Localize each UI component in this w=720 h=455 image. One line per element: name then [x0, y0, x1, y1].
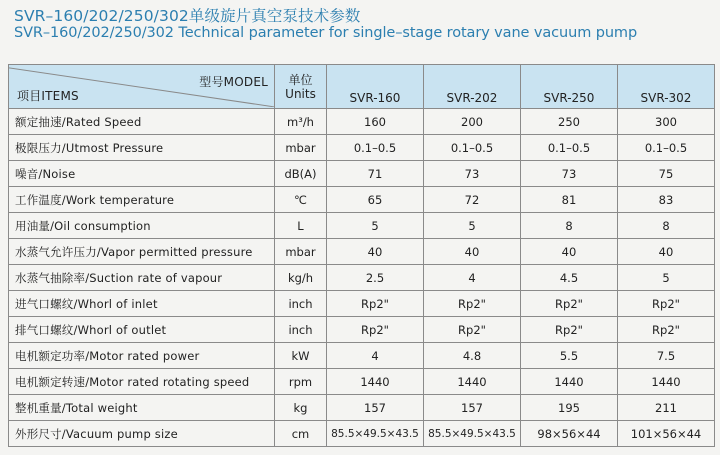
row-value: 1440: [618, 369, 715, 395]
row-unit: dB(A): [275, 161, 327, 187]
row-value: 40: [424, 239, 521, 265]
row-value: 195: [521, 395, 618, 421]
row-value: 160: [327, 109, 424, 135]
row-name: 电机额定转速/Motor rated rotating speed: [9, 369, 275, 395]
row-value: 0.1–0.5: [327, 135, 424, 161]
row-unit: kg/h: [275, 265, 327, 291]
row-unit: kW: [275, 343, 327, 369]
table-row: [9, 265, 715, 291]
table-row: [9, 291, 715, 317]
row-name: 水蒸气允许压力/Vapor permitted pressure: [9, 239, 275, 265]
row-value: 1440: [424, 369, 521, 395]
row-value: 300: [618, 109, 715, 135]
table-row: [9, 187, 715, 213]
spec-table-body: [9, 65, 715, 447]
row-value: Rp2": [618, 317, 715, 343]
row-name: 排气口螺纹/Whorl of outlet: [9, 317, 275, 343]
row-value: 7.5: [618, 343, 715, 369]
table-row: [9, 395, 715, 421]
row-value: 81: [521, 187, 618, 213]
row-value: 101×56×44: [618, 421, 715, 447]
row-value: 5: [424, 213, 521, 239]
row-unit: inch: [275, 291, 327, 317]
row-unit: inch: [275, 317, 327, 343]
header-diagonal-cell: [9, 65, 275, 109]
row-name: 进气口螺纹/Whorl of inlet: [9, 291, 275, 317]
row-value: 40: [327, 239, 424, 265]
row-value: 0.1–0.5: [521, 135, 618, 161]
header-items-label: 项目ITEMS: [17, 88, 79, 103]
row-name: 整机重量/Total weight: [9, 395, 275, 421]
row-unit: cm: [275, 421, 327, 447]
row-unit: m³/h: [275, 109, 327, 135]
row-value: 85.5×49.5×43.5: [327, 421, 424, 447]
row-value: 200: [424, 109, 521, 135]
row-value: 4.5: [521, 265, 618, 291]
header-unit-cn: 单位: [288, 72, 313, 87]
header-unit-en: Units: [285, 86, 316, 101]
page-title-english: SVR–160/202/250/302 Technical parameter for single–stage rotary vane vacuum pump: [14, 25, 638, 41]
table-row: [9, 369, 715, 395]
row-name: 外形尺寸/Vacuum pump size: [9, 421, 275, 447]
row-value: 211: [618, 395, 715, 421]
row-value: 4: [424, 265, 521, 291]
row-value: 0.1–0.5: [618, 135, 715, 161]
row-name: 额定抽速/Rated Speed: [9, 109, 275, 135]
row-name: 水蒸气抽除率/Suction rate of vapour: [9, 265, 275, 291]
row-value: 8: [521, 213, 618, 239]
row-value: 5: [327, 213, 424, 239]
row-value: 75: [618, 161, 715, 187]
row-value: 157: [424, 395, 521, 421]
header-model: SVR-302: [618, 65, 715, 109]
row-value: 98×56×44: [521, 421, 618, 447]
row-unit: L: [275, 213, 327, 239]
row-value: 1440: [327, 369, 424, 395]
diagonal-header: [9, 67, 274, 107]
page-title-chinese: SVR–160/202/250/302单级旋片真空泵技术参数: [14, 7, 361, 25]
row-unit: ℃: [275, 187, 327, 213]
table-row: [9, 213, 715, 239]
row-value: 72: [424, 187, 521, 213]
table-row: [9, 317, 715, 343]
row-name: 用油量/Oil consumption: [9, 213, 275, 239]
table-row: [9, 161, 715, 187]
row-unit: mbar: [275, 135, 327, 161]
table-row: [9, 239, 715, 265]
row-value: 73: [521, 161, 618, 187]
row-value: Rp2": [424, 317, 521, 343]
row-value: 71: [327, 161, 424, 187]
row-value: 250: [521, 109, 618, 135]
row-value: Rp2": [327, 317, 424, 343]
row-name: 极限压力/Utmost Pressure: [9, 135, 275, 161]
header-model-label: 型号MODEL: [199, 74, 268, 89]
row-value: 83: [618, 187, 715, 213]
spec-table: [8, 64, 715, 447]
row-value: 2.5: [327, 265, 424, 291]
row-value: 157: [327, 395, 424, 421]
row-value: 1440: [521, 369, 618, 395]
row-name: 噪音/Noise: [9, 161, 275, 187]
row-value: 40: [618, 239, 715, 265]
row-value: 5: [618, 265, 715, 291]
row-unit: mbar: [275, 239, 327, 265]
table-row: [9, 109, 715, 135]
row-value: Rp2": [327, 291, 424, 317]
row-value: 8: [618, 213, 715, 239]
row-name: 电机额定功率/Motor rated power: [9, 343, 275, 369]
row-unit: rpm: [275, 369, 327, 395]
row-value: Rp2": [618, 291, 715, 317]
row-value: Rp2": [424, 291, 521, 317]
header-model: SVR-250: [521, 65, 618, 109]
row-value: 4: [327, 343, 424, 369]
table-row: [9, 135, 715, 161]
row-value: 40: [521, 239, 618, 265]
row-value: 85.5×49.5×43.5: [424, 421, 521, 447]
row-value: Rp2": [521, 317, 618, 343]
row-value: Rp2": [521, 291, 618, 317]
row-unit: kg: [275, 395, 327, 421]
header-model: SVR-160: [327, 65, 424, 109]
row-value: 4.8: [424, 343, 521, 369]
header-row: [9, 65, 715, 109]
header-model: SVR-202: [424, 65, 521, 109]
row-value: 65: [327, 187, 424, 213]
row-value: 5.5: [521, 343, 618, 369]
table-row: [9, 421, 715, 447]
row-value: 73: [424, 161, 521, 187]
header-unit-cell: [275, 65, 327, 109]
row-value: 0.1–0.5: [424, 135, 521, 161]
row-name: 工作温度/Work temperature: [9, 187, 275, 213]
table-row: [9, 343, 715, 369]
